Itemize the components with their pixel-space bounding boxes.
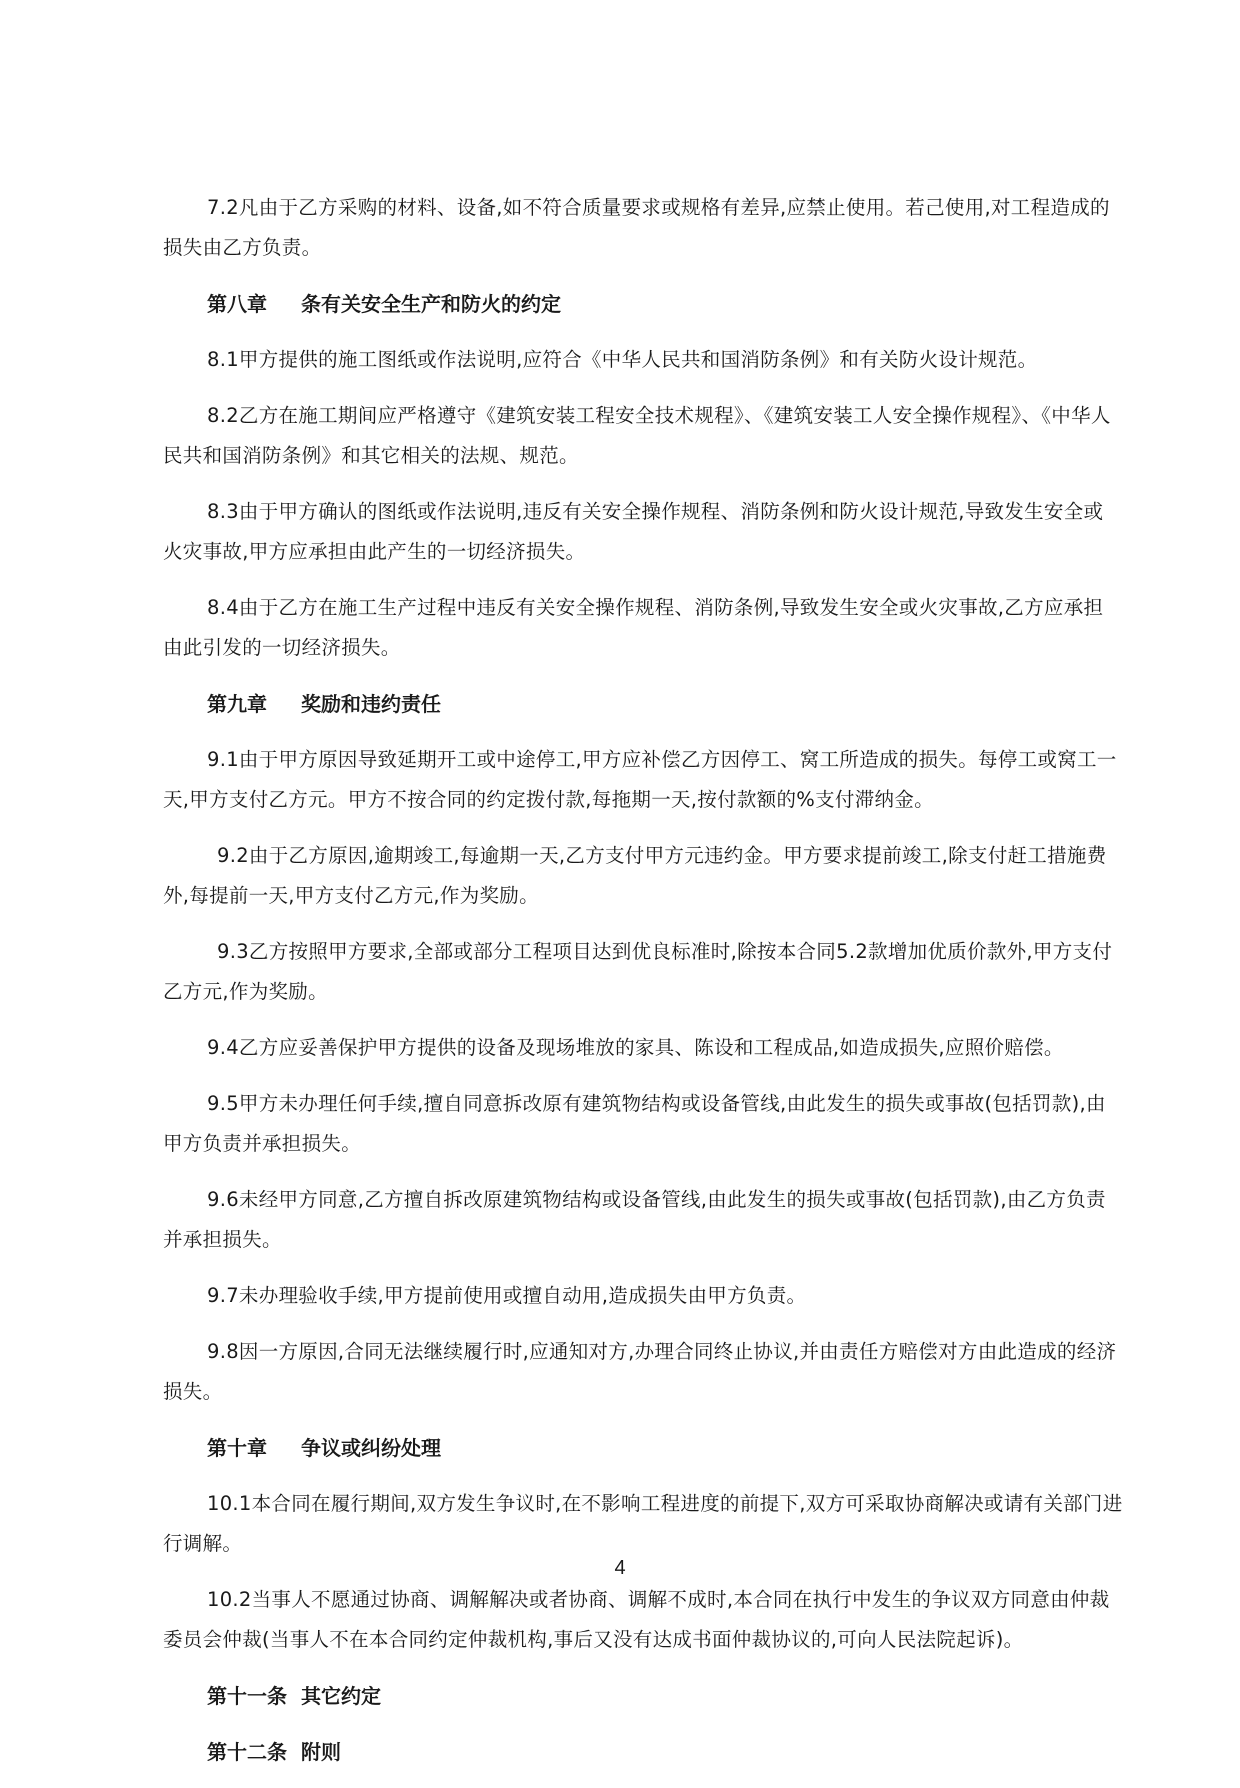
article-12-heading	[163, 1732, 1123, 1772]
document-body	[163, 188, 1123, 1788]
page-number: 4	[614, 1557, 626, 1579]
clause-9-4: 9.4乙方应妥善保护甲方提供的设备及现场堆放的家具、陈设和工程成品,如造成损失,应照价赔偿。	[207, 1036, 1064, 1059]
chapter-title: 条有关安全生产和防火的约定	[301, 292, 561, 316]
article-label: 第十二条	[207, 1740, 287, 1764]
clause-10-2: 10.2当事人不愿通过协商、调解解决或者协商、调解不成时,本合同在执行中发生的争议双方同意由仲裁委员会仲裁(当事人不在本合同约定仲裁机构,事后又没有达成书面仲裁协议的,可向人民法院起诉)。	[163, 1588, 1110, 1651]
chapter-label: 第十章	[207, 1436, 267, 1460]
article-title: 附则	[301, 1740, 341, 1764]
chapter-10-heading	[163, 1428, 1123, 1468]
clause-10-1: 10.1本合同在履行期间,双方发生争议时,在不影响工程进度的前提下,双方可采取协商解决或请有关部门进行调解。	[163, 1492, 1123, 1555]
clause-8-1: 8.1甲方提供的施工图纸或作法说明,应符合《中华人民共和国消防条例》和有关防火设计规范。	[207, 348, 1038, 371]
chapter-title: 争议或纠纷处理	[301, 1436, 441, 1460]
clause-9-8: 9.8因一方原因,合同无法继续履行时,应通知对方,办理合同终止协议,并由责任方赔偿对方由此造成的经济损失。	[163, 1340, 1117, 1403]
clause-9-6: 9.6未经甲方同意,乙方擅自拆改原建筑物结构或设备管线,由此发生的损失或事故(包括罚款),由乙方负责并承担损失。	[163, 1188, 1106, 1251]
clause-9-2: 9.2由于乙方原因,逾期竣工,每逾期一天,乙方支付甲方元违约金。甲方要求提前竣工,除支付赶工措施费外,每提前一天,甲方支付乙方元,作为奖励。	[163, 844, 1107, 907]
clause-9-7: 9.7未办理验收手续,甲方提前使用或擅自动用,造成损失由甲方负责。	[207, 1284, 807, 1307]
chapter-9-heading	[163, 684, 1123, 724]
clause-9-1: 9.1由于甲方原因导致延期开工或中途停工,甲方应补偿乙方因停工、窝工所造成的损失。每停工或窝工一天,甲方支付乙方元。甲方不按合同的约定拨付款,每拖期一天,按付款额的%支付滞纳金。	[163, 748, 1117, 811]
chapter-label: 第八章	[207, 292, 267, 316]
clause-7-2: 7.2凡由于乙方采购的材料、设备,如不符合质量要求或规格有差异,应禁止使用。若己使用,对工程造成的损失由乙方负责。	[163, 196, 1110, 259]
article-title: 其它约定	[301, 1684, 381, 1708]
clause-9-3: 9.3乙方按照甲方要求,全部或部分工程项目达到优良标准时,除按本合同5.2款增加优质价款外,甲方支付乙方元,作为奖励。	[163, 940, 1113, 1003]
clause-8-4: 8.4由于乙方在施工生产过程中违反有关安全操作规程、消防条例,导致发生安全或火灾事故,乙方应承担由此引发的一切经济损失。	[163, 596, 1104, 659]
clause-9-5: 9.5甲方未办理任何手续,擅自同意拆改原有建筑物结构或设备管线,由此发生的损失或事故(包括罚款),由甲方负责并承担损失。	[163, 1092, 1106, 1155]
chapter-label: 第九章	[207, 692, 267, 716]
chapter-8-heading	[163, 284, 1123, 324]
clause-8-3: 8.3由于甲方确认的图纸或作法说明,违反有关安全操作规程、消防条例和防火设计规范,导致发生安全或火灾事故,甲方应承担由此产生的一切经济损失。	[163, 500, 1104, 563]
chapter-title: 奖励和违约责任	[301, 692, 441, 716]
article-label: 第十一条	[207, 1684, 287, 1708]
article-11-heading	[163, 1676, 1123, 1716]
clause-8-2: 8.2乙方在施工期间应严格遵守《建筑安装工程安全技术规程》、《建筑安装工人安全操作规程》、《中华人民共和国消防条例》和其它相关的法规、规范。	[163, 404, 1111, 467]
